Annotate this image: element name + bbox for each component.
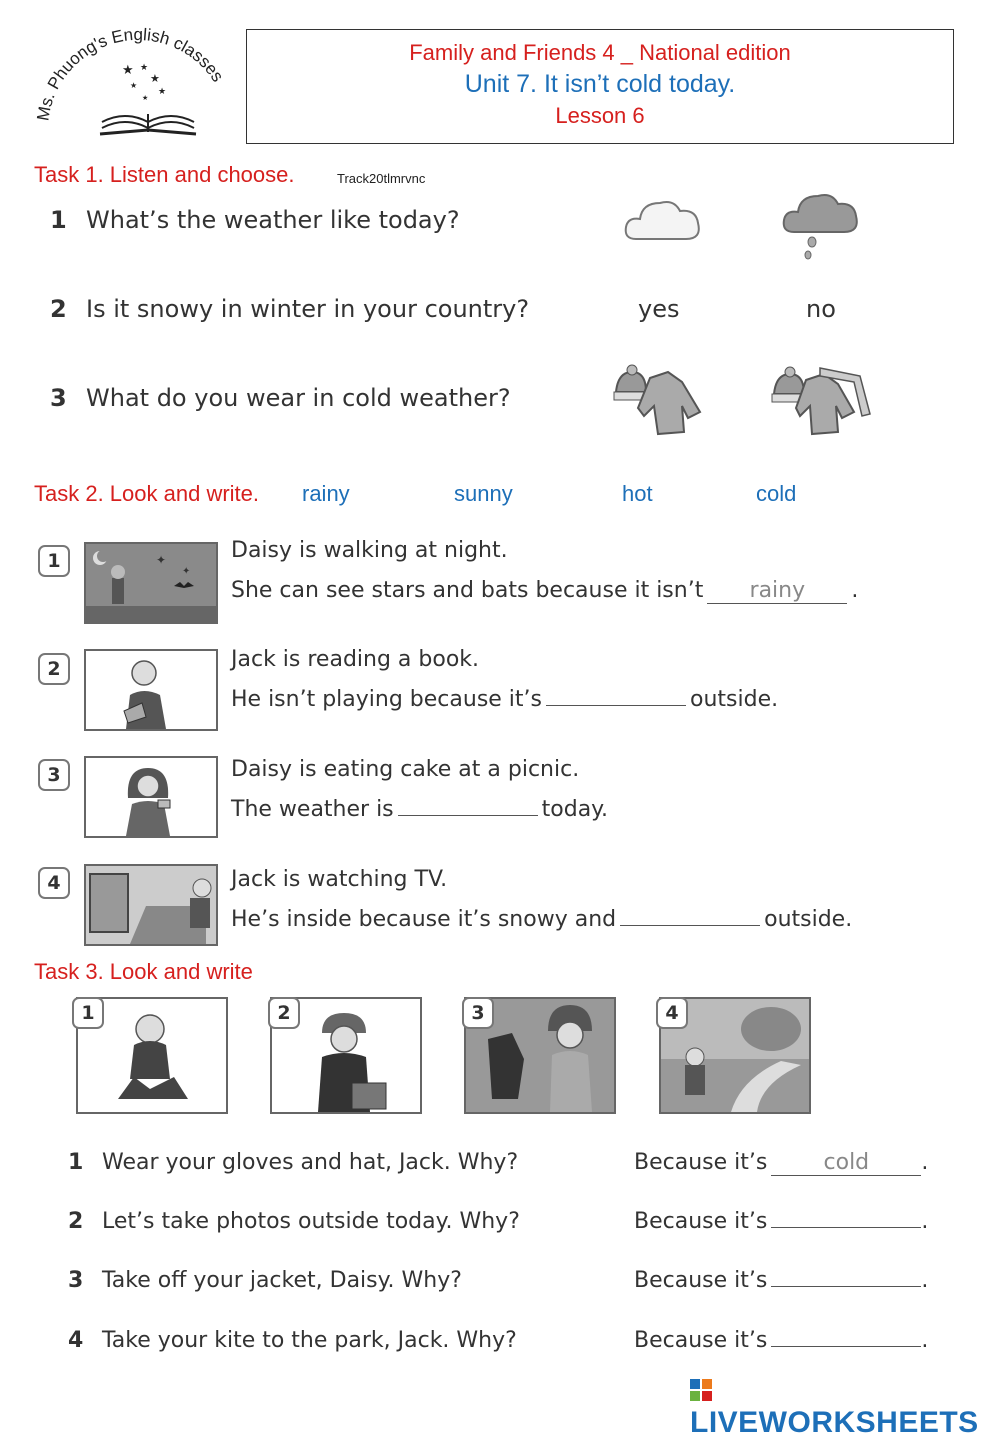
task3-q2-prefix: Because it’s bbox=[634, 1209, 768, 1234]
task3-picture-4-badge: 4 bbox=[656, 997, 688, 1029]
hat-coat-scarf-icon[interactable] bbox=[770, 362, 874, 438]
svg-text:★: ★ bbox=[150, 72, 160, 85]
task2-item4-suffix: outside. bbox=[764, 907, 853, 932]
task3-q4-prefix: Because it’s bbox=[634, 1328, 768, 1353]
task1-q3-text: What do you wear in cold weather? bbox=[86, 384, 511, 412]
liveworksheets-text: LIVEWORKSHEETS bbox=[690, 1406, 979, 1439]
task2-item4-line2 bbox=[231, 907, 852, 932]
word-bank-cold: cold bbox=[756, 481, 797, 506]
audio-track-label[interactable]: Track20tlmrvnc bbox=[337, 171, 426, 186]
task2-item4-line1: Jack is watching TV. bbox=[231, 867, 448, 892]
task3-q4-text: Take your kite to the park, Jack. Why? bbox=[102, 1328, 517, 1353]
task2-item4-badge: 4 bbox=[38, 867, 70, 899]
watching-tv-picture bbox=[84, 864, 218, 946]
cloud-icon[interactable] bbox=[622, 193, 704, 245]
logo-arc-text: Ms. Phuong's English classes bbox=[33, 24, 228, 123]
task3-q2-text: Let’s take photos outside today. Why? bbox=[102, 1209, 520, 1234]
reading-book-picture bbox=[84, 649, 218, 731]
task3-picture-2-badge: 2 bbox=[268, 997, 300, 1029]
task3-q3-answer-line: Because it’s . bbox=[634, 1268, 929, 1293]
task3-q3-text: Take off your jacket, Daisy. Why? bbox=[102, 1268, 462, 1293]
stars-icon bbox=[122, 63, 166, 102]
task1-q1-text: What’s the weather like today? bbox=[86, 206, 460, 234]
task3-q3-answer[interactable] bbox=[771, 1286, 921, 1287]
task2-item3-line1: Daisy is eating cake at a picnic. bbox=[231, 757, 580, 782]
task1-q2-text: Is it snowy in winter in your country? bbox=[86, 295, 530, 323]
svg-text:★: ★ bbox=[158, 87, 167, 97]
open-book-icon bbox=[100, 114, 196, 134]
liveworksheets-logo[interactable] bbox=[690, 1372, 1000, 1440]
task2-item1-line2 bbox=[231, 578, 858, 604]
task3-q3-number: 3 bbox=[68, 1268, 84, 1293]
night-walk-picture bbox=[84, 542, 218, 624]
hat-coat-clothes-icon[interactable] bbox=[610, 362, 710, 438]
task2-item1-badge: 1 bbox=[38, 545, 70, 577]
task2-item2-line2 bbox=[231, 687, 778, 712]
task2-item3-line2 bbox=[231, 797, 608, 822]
task2-title: Task 2. Look and write. bbox=[34, 481, 260, 506]
option-no[interactable]: no bbox=[806, 295, 836, 323]
picnic-cake-picture bbox=[84, 756, 218, 838]
task2-item2-prefix: He isn’t playing because it’s bbox=[231, 687, 542, 712]
task2-item3-suffix: today. bbox=[541, 797, 609, 822]
task3-q2-number: 2 bbox=[68, 1209, 84, 1234]
task2-item1-prefix: She can see stars and bats because it isn’t bbox=[231, 578, 704, 603]
task2-item3-answer[interactable] bbox=[398, 815, 538, 816]
word-bank-hot: hot bbox=[622, 481, 653, 506]
task2-item1-answer[interactable]: rainy bbox=[707, 578, 847, 604]
book-title: Family and Friends 4 _ National edition bbox=[409, 40, 791, 65]
task3-picture-3-badge: 3 bbox=[462, 997, 494, 1029]
task3-q1-text: Wear your gloves and hat, Jack. Why? bbox=[102, 1150, 519, 1175]
task3-q4-answer-line: Because it’s . bbox=[634, 1328, 929, 1353]
task1-title: Task 1. Listen and choose. bbox=[34, 162, 295, 187]
header-box bbox=[246, 29, 954, 144]
task3-q1-prefix: Because it’s bbox=[634, 1150, 768, 1175]
task2-item4-answer[interactable] bbox=[620, 925, 760, 926]
task2-item1-line1: Daisy is walking at night. bbox=[231, 538, 508, 563]
task3-q4-answer[interactable] bbox=[771, 1346, 921, 1347]
task2-item2-suffix: outside. bbox=[690, 687, 779, 712]
word-bank-sunny: sunny bbox=[454, 481, 513, 506]
option-yes[interactable]: yes bbox=[638, 295, 680, 323]
task2-item4-prefix: He’s inside because it’s snowy and bbox=[231, 907, 617, 932]
task3-q1-answer[interactable]: cold bbox=[771, 1150, 921, 1176]
task3-q2-answer[interactable] bbox=[771, 1227, 921, 1228]
task3-q4-number: 4 bbox=[68, 1328, 84, 1353]
task2-item3-prefix: The weather is bbox=[231, 797, 394, 822]
liveworksheets-icon bbox=[690, 1379, 712, 1401]
task3-q3-prefix: Because it’s bbox=[634, 1268, 768, 1293]
task3-q2-answer-line: Because it’s . bbox=[634, 1209, 929, 1234]
task3-q1-answer-line: Because it’s cold . bbox=[634, 1150, 929, 1175]
school-logo bbox=[30, 22, 240, 142]
task2-item1-suffix: . bbox=[851, 578, 859, 603]
word-bank-rainy: rainy bbox=[302, 481, 350, 506]
task2-item2-line1: Jack is reading a book. bbox=[231, 647, 480, 672]
svg-text:✦: ✦ bbox=[182, 566, 191, 577]
svg-text:★: ★ bbox=[140, 63, 149, 73]
task1-q2-number: 2 bbox=[50, 295, 67, 323]
task3-q1-number: 1 bbox=[68, 1150, 84, 1175]
svg-text:★: ★ bbox=[142, 94, 149, 102]
task2-item2-badge: 2 bbox=[38, 653, 70, 685]
svg-text:★: ★ bbox=[122, 63, 134, 78]
svg-text:★: ★ bbox=[130, 81, 138, 90]
task2-item3-badge: 3 bbox=[38, 759, 70, 791]
task3-title: Task 3. Look and write bbox=[34, 959, 253, 984]
task2-item2-answer[interactable] bbox=[546, 705, 686, 706]
task1-q3-number: 3 bbox=[50, 384, 67, 412]
rain-cloud-icon[interactable] bbox=[782, 188, 862, 262]
svg-text:✦: ✦ bbox=[156, 553, 167, 567]
task1-q1-number: 1 bbox=[50, 206, 67, 234]
unit-title: Unit 7. It isn’t cold today. bbox=[464, 70, 736, 98]
task3-picture-1-badge: 1 bbox=[72, 997, 104, 1029]
lesson-title: Lesson 6 bbox=[555, 103, 645, 128]
